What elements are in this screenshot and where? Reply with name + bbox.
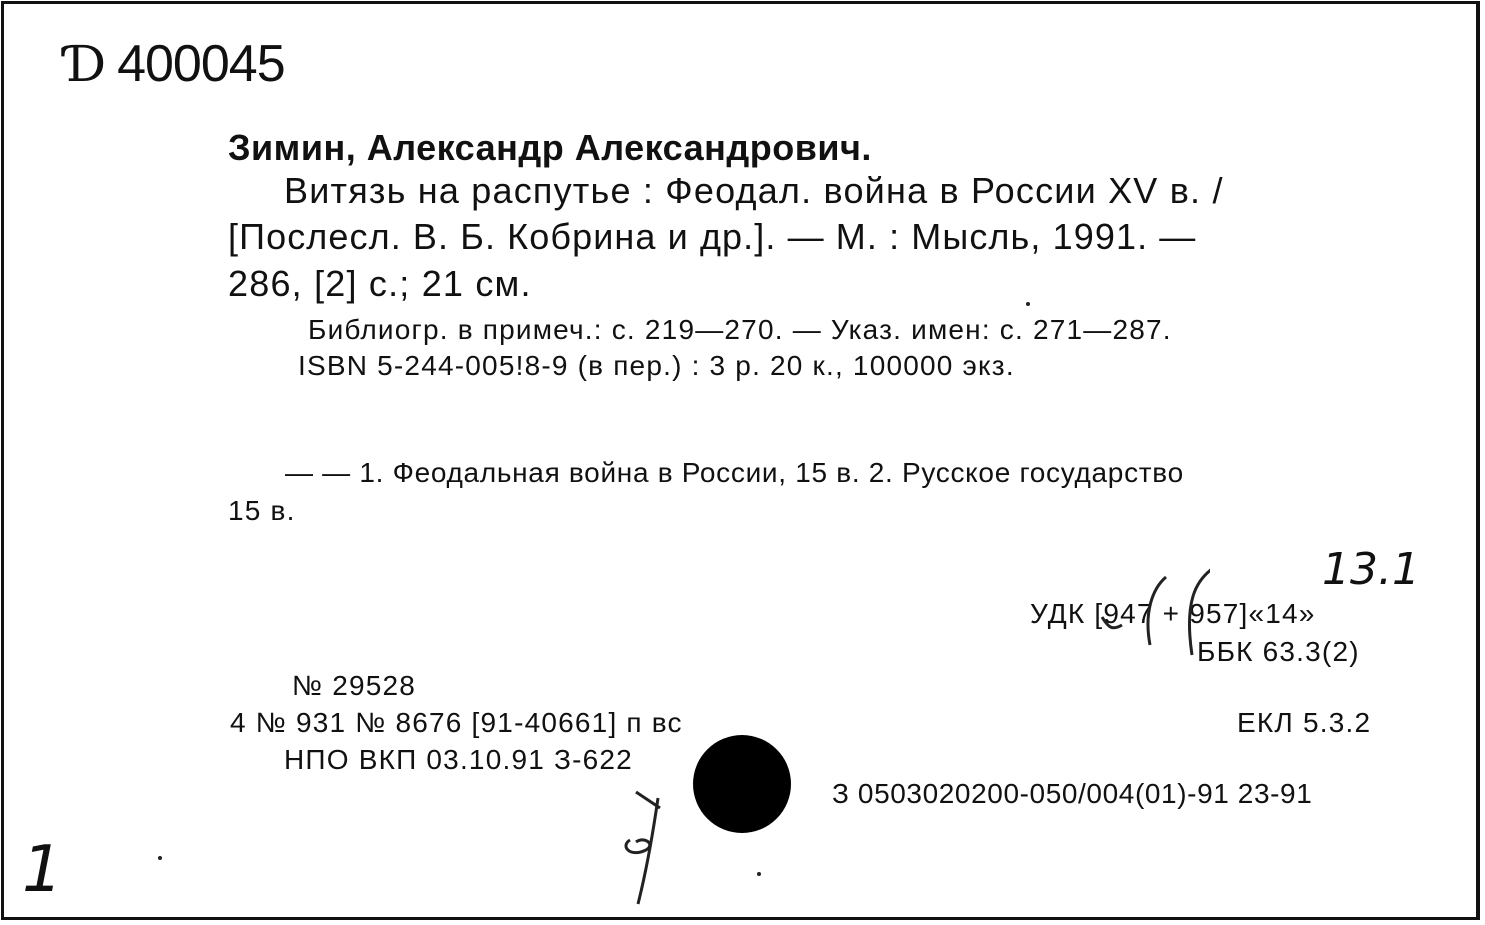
call-number-value: 400045 [117, 35, 285, 93]
title-line-1: Витязь на распутье : Феодал. война в России XV в. / [284, 170, 1224, 211]
publisher-code: З 0503020200-050/004(01)-91 23-91 [832, 778, 1313, 809]
bbk-code: ББК 63.3(2) [1197, 636, 1360, 667]
registry-line: 4 № 931 № 8676 [91-40661] п вс [230, 707, 683, 738]
title-line-3: 286, [2] с.; 21 см. [228, 263, 532, 304]
ekl-code: ЕКЛ 5.3.2 [1237, 707, 1372, 738]
title-line-2: [Послесл. В. Б. Кобрина и др.]. — М. : Мысль, 1991. — [228, 216, 1197, 257]
order-number: № 29528 [292, 670, 417, 701]
handwritten-one: 1 [22, 833, 63, 907]
speck [757, 872, 761, 876]
bibliography-note: Библиогр. в примеч.: с. 219—270. — Указ. имен: с. 271—287. [308, 314, 1172, 345]
call-number-prefix: Ɗ [66, 35, 106, 93]
subjects-line-2: 15 в. [228, 495, 296, 526]
author-heading: Зимин, Александр Александрович. [228, 127, 872, 168]
udk-code: УДК [947 + 957]«14» [1030, 598, 1316, 629]
npo-line: НПО ВКП 03.10.91 З-622 [284, 744, 633, 775]
speck [158, 856, 162, 860]
punch-hole [693, 735, 791, 833]
speck [1026, 302, 1030, 306]
call-number [66, 35, 285, 93]
handwritten-marks-over-udk [1100, 565, 1210, 665]
handwritten-squiggle [600, 780, 690, 910]
isbn-line: ISBN 5-244-005!8-9 (в пер.) : 3 р. 20 к., 100000 экз. [298, 350, 1015, 381]
subjects-line-1: — — 1. Феодальная война в России, 15 в. 2. Русское государство [285, 457, 1184, 488]
handwritten-classmark: 13.1 [1322, 544, 1420, 595]
